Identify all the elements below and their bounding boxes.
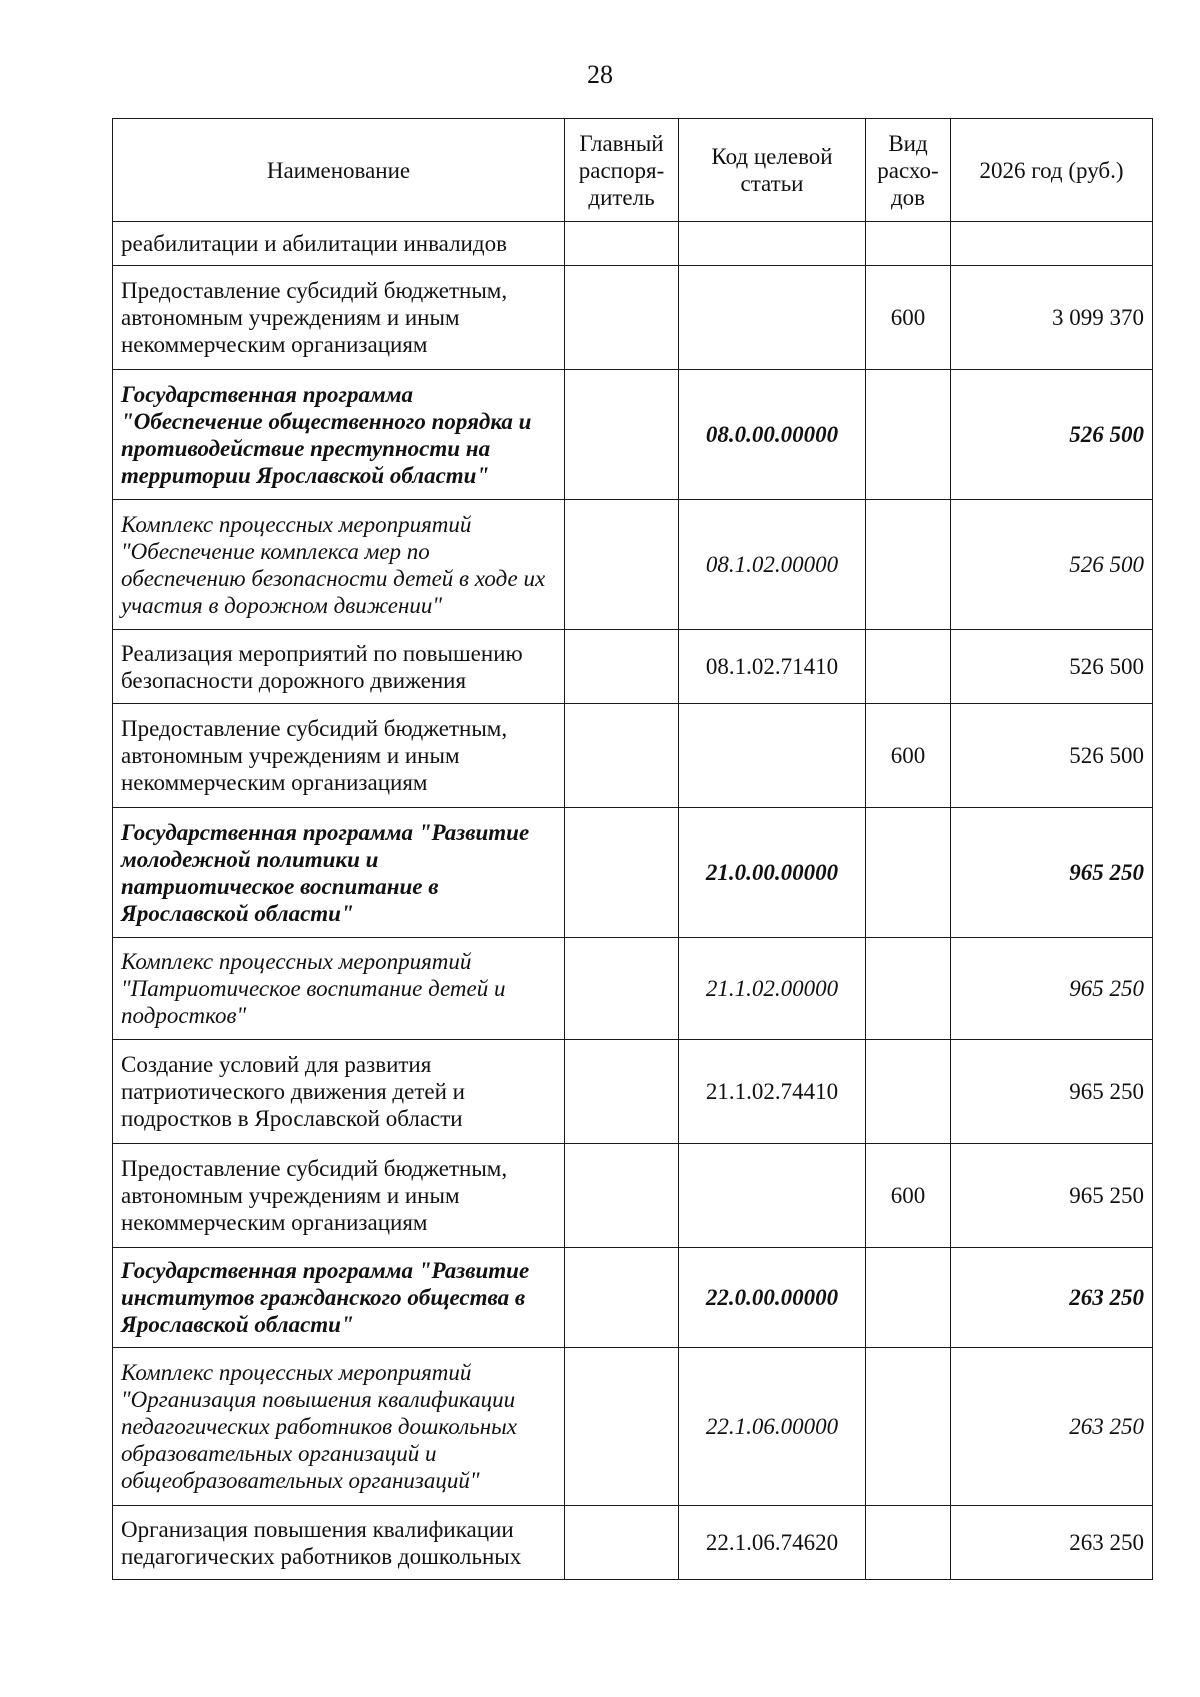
cell-name: Государственная программа "Развитие институтов гражданского общества в Ярославской области"	[113, 1248, 565, 1348]
cell-expense-type	[866, 1248, 951, 1348]
cell-name: Организация повышения квалификации педагогических работников дошкольных	[113, 1506, 565, 1580]
table-row	[113, 1348, 1153, 1506]
table-row	[113, 808, 1153, 938]
table-row	[113, 938, 1153, 1040]
cell-name: Государственная программа "Развитие молодежной политики и патриотическое воспитание в Ярославской области"	[113, 808, 565, 938]
cell-target-code: 22.1.06.74620	[679, 1506, 866, 1580]
cell-name: Комплекс процессных мероприятий "Обеспечение комплекса мер по обеспечению безопасности детей в ходе их участия в дорожном движении"	[113, 500, 565, 630]
cell-amount: 263 250	[951, 1348, 1153, 1506]
cell-target-code: 21.0.00.00000	[679, 808, 866, 938]
header-amount-2026: 2026 год (руб.)	[951, 119, 1153, 222]
table-row	[113, 266, 1153, 370]
cell-target-code: 22.1.06.00000	[679, 1348, 866, 1506]
cell-target-code: 21.1.02.00000	[679, 938, 866, 1040]
cell-name: реабилитации и абилитации инвалидов	[113, 222, 565, 266]
cell-expense-type	[866, 1040, 951, 1144]
cell-amount: 965 250	[951, 1040, 1153, 1144]
cell-target-code	[679, 704, 866, 808]
cell-amount: 965 250	[951, 1144, 1153, 1248]
cell-target-code	[679, 266, 866, 370]
cell-expense-type	[866, 500, 951, 630]
table-row	[113, 1144, 1153, 1248]
table-row	[113, 630, 1153, 704]
cell-chief-manager	[565, 266, 679, 370]
cell-expense-type	[866, 630, 951, 704]
cell-chief-manager	[565, 1144, 679, 1248]
cell-target-code: 08.1.02.00000	[679, 500, 866, 630]
header-chief-manager: Главный распоря-дитель	[565, 119, 679, 222]
cell-amount: 263 250	[951, 1248, 1153, 1348]
table-row	[113, 500, 1153, 630]
cell-chief-manager	[565, 222, 679, 266]
cell-target-code: 08.0.00.00000	[679, 370, 866, 500]
cell-chief-manager	[565, 500, 679, 630]
cell-name: Предоставление субсидий бюджетным, автономным учреждениям и иным некоммерческим организациям	[113, 1144, 565, 1248]
cell-amount	[951, 222, 1153, 266]
cell-name: Реализация мероприятий по повышению безопасности дорожного движения	[113, 630, 565, 704]
table-row	[113, 1040, 1153, 1144]
table-row	[113, 704, 1153, 808]
cell-chief-manager	[565, 1248, 679, 1348]
cell-expense-type	[866, 938, 951, 1040]
cell-name: Государственная программа "Обеспечение общественного порядка и противодействие преступности на территории Ярославской области"	[113, 370, 565, 500]
cell-chief-manager	[565, 370, 679, 500]
page-number: 28	[587, 60, 613, 89]
cell-chief-manager	[565, 808, 679, 938]
cell-chief-manager	[565, 938, 679, 1040]
cell-target-code: 21.1.02.74410	[679, 1040, 866, 1144]
cell-expense-type: 600	[866, 704, 951, 808]
header-name: Наименование	[113, 119, 565, 222]
cell-expense-type: 600	[866, 1144, 951, 1248]
cell-expense-type	[866, 808, 951, 938]
cell-chief-manager	[565, 1348, 679, 1506]
cell-name: Предоставление субсидий бюджетным, автономным учреждениям и иным некоммерческим организациям	[113, 266, 565, 370]
cell-name: Предоставление субсидий бюджетным, автономным учреждениям и иным некоммерческим организациям	[113, 704, 565, 808]
cell-expense-type: 600	[866, 266, 951, 370]
table-row	[113, 1506, 1153, 1580]
table-row	[113, 222, 1153, 266]
cell-chief-manager	[565, 1506, 679, 1580]
cell-amount: 3 099 370	[951, 266, 1153, 370]
cell-name: Комплекс процессных мероприятий "Организация повышения квалификации педагогических работников дошкольных образовательных организаций и общеобразовательных организаций"	[113, 1348, 565, 1506]
table-header-row	[113, 119, 1153, 222]
cell-expense-type	[866, 1506, 951, 1580]
budget-table	[112, 118, 1153, 1580]
table-row	[113, 1248, 1153, 1348]
table-body	[113, 222, 1153, 1580]
cell-name: Создание условий для развития патриотического движения детей и подростков в Ярославской области	[113, 1040, 565, 1144]
cell-chief-manager	[565, 630, 679, 704]
cell-expense-type	[866, 1348, 951, 1506]
cell-amount: 263 250	[951, 1506, 1153, 1580]
cell-amount: 526 500	[951, 370, 1153, 500]
cell-amount: 526 500	[951, 500, 1153, 630]
cell-amount: 526 500	[951, 704, 1153, 808]
cell-expense-type	[866, 370, 951, 500]
cell-expense-type	[866, 222, 951, 266]
cell-chief-manager	[565, 704, 679, 808]
cell-target-code: 08.1.02.71410	[679, 630, 866, 704]
cell-target-code	[679, 222, 866, 266]
cell-amount: 965 250	[951, 808, 1153, 938]
table-row	[113, 370, 1153, 500]
header-target-code: Код целевой статьи	[679, 119, 866, 222]
cell-chief-manager	[565, 1040, 679, 1144]
cell-amount: 526 500	[951, 630, 1153, 704]
cell-amount: 965 250	[951, 938, 1153, 1040]
header-expense-type: Вид расхо-дов	[866, 119, 951, 222]
cell-target-code	[679, 1144, 866, 1248]
cell-target-code: 22.0.00.00000	[679, 1248, 866, 1348]
cell-name: Комплекс процессных мероприятий "Патриотическое воспитание детей и подростков"	[113, 938, 565, 1040]
